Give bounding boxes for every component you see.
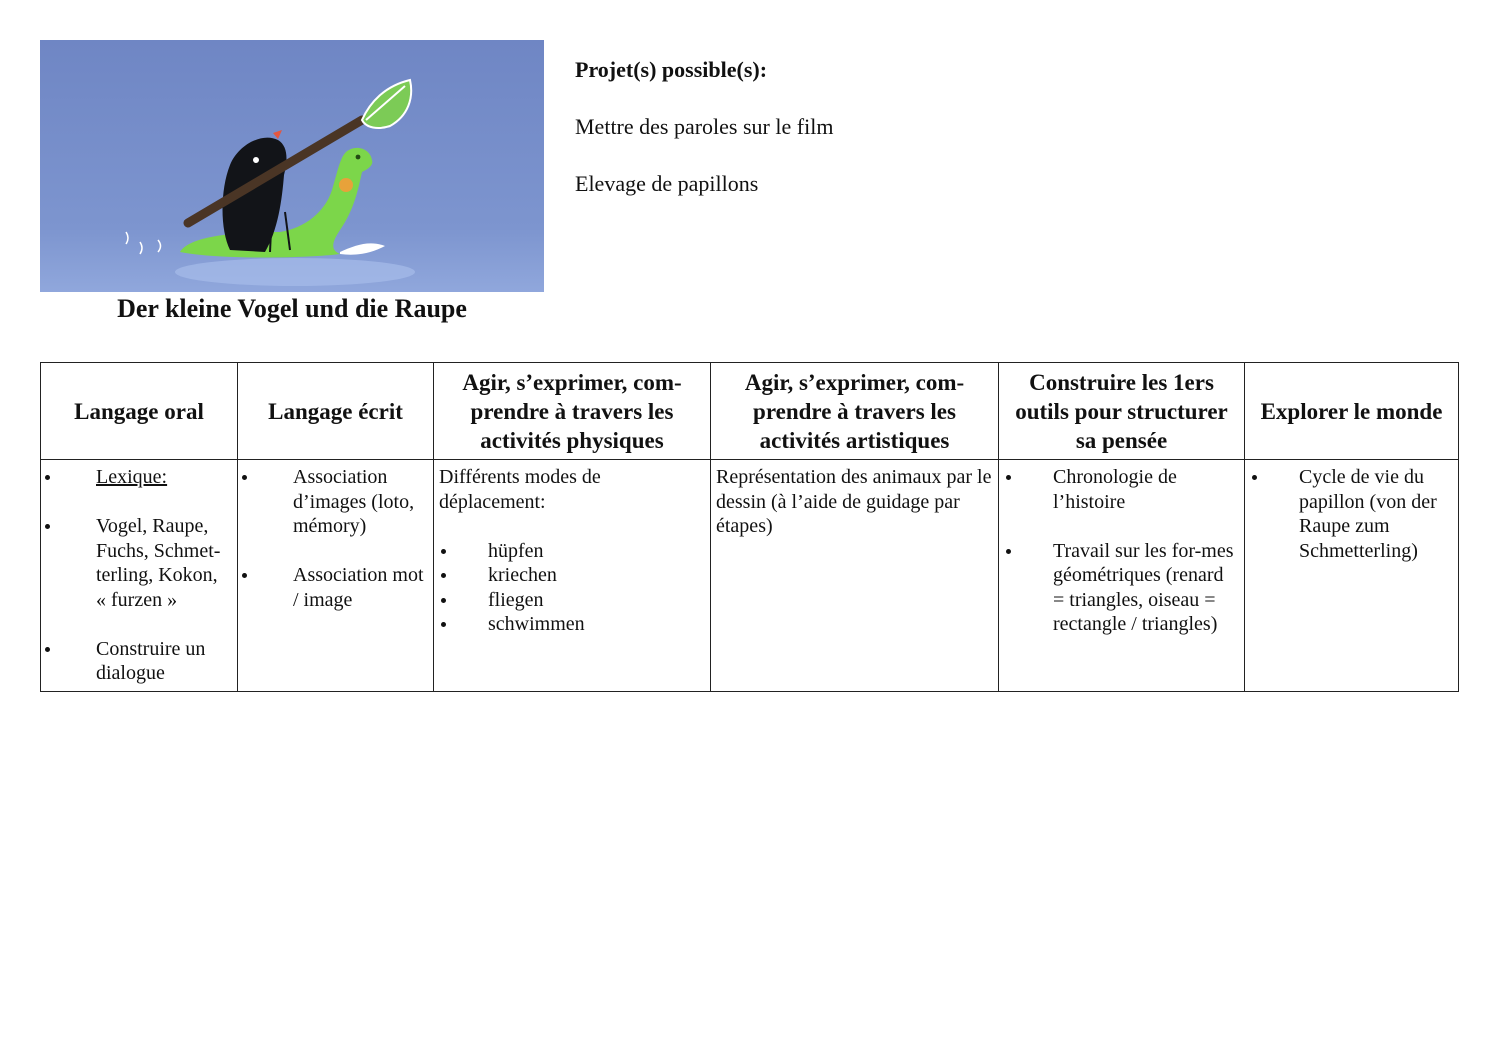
header-explorer-monde: Explorer le monde [1245,363,1459,460]
header-activites-physiques: Agir, s’exprimer, com-prendre à travers les activités physiques [434,363,711,460]
list-item: Cycle de vie du papillon (von der Raupe zum Schmetterling) [1250,465,1453,563]
artistiques-text: Représentation des animaux par le dessin (à l’aide de guidage par étapes) [716,466,992,537]
project-item: Mettre des paroles sur le film [575,114,834,139]
list-item: hüpfen [439,539,705,564]
cell-explorer-monde [1245,460,1459,692]
list-item: Construire un dialogue [46,637,232,686]
header-activites-artistiques: Agir, s’exprimer, com-prendre à travers les activités artistiques [711,363,999,460]
header-langage-oral: Langage oral [41,363,238,460]
film-title: Der kleine Vogel und die Raupe [117,294,467,323]
header-langage-ecrit: Langage écrit [238,363,434,460]
list-item: kriechen [439,563,705,588]
activities-table [40,362,1459,692]
header-structurer-pensee: Construire les 1ers outils pour structurer sa pensée [999,363,1245,460]
cell-langage-oral [41,460,238,692]
list-item: Association d’images (loto, mémory) [243,465,428,539]
table-row [41,460,1459,692]
cell-activites-artistiques [711,460,999,692]
physiques-intro: Différents modes de déplacement: [439,466,601,513]
projects-block [575,54,1275,225]
list-item: schwimmen [439,612,705,637]
table-header-row [41,363,1459,460]
list-item: Vogel, Raupe, Fuchs, Schmet-terling, Kokon, « furzen » [46,514,232,612]
cell-langage-ecrit [238,460,434,692]
project-item: Elevage de papillons [575,171,759,196]
list-item: Association mot / image [243,563,428,612]
list-item: Travail sur les for-mes géométriques (renard = triangles, oiseau = rectangle / triangles) [1004,539,1239,637]
projects-heading: Projet(s) possible(s): [575,57,768,82]
list-item: fliegen [439,588,705,613]
list-item: Lexique: [46,465,232,490]
cell-activites-physiques [434,460,711,692]
cell-structurer-pensee [999,460,1245,692]
film-illustration [40,40,544,292]
list-item: Chronologie de l’histoire [1004,465,1239,514]
